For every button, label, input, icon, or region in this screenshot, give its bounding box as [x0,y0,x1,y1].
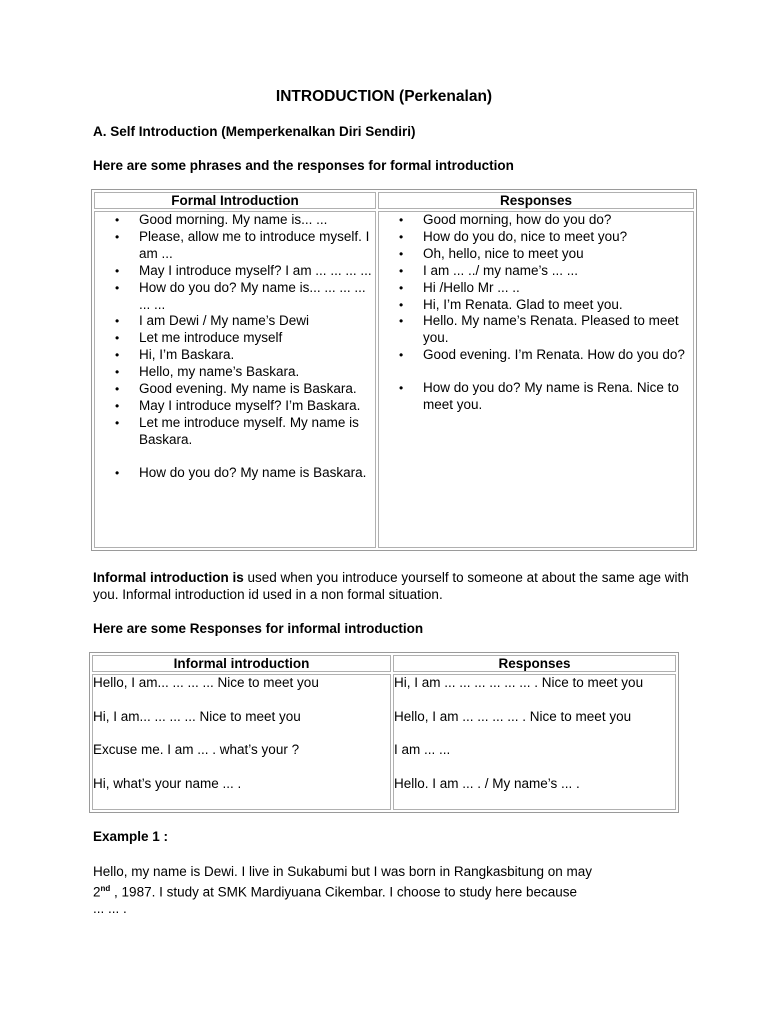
list-item: • I am ... ../ my name’s ... ... [423,263,693,280]
section-a-heading: A. Self Introduction (Memperkenalkan Diri Sendiri) [93,124,416,139]
informal-phrases-cell [92,674,391,810]
list-item: • How do you do, nice to meet you? [423,229,693,246]
informal-responses-cell [393,674,676,810]
list-item: • Hello, my name’s Baskara. [139,364,375,381]
informal-intro-paragraph [93,570,693,603]
example-line-3: ... ... . [93,900,127,916]
formal-table-header-right: Responses [378,192,694,209]
list-item: • Let me introduce myself. My name is Baskara. [139,415,375,449]
document-title: INTRODUCTION (Perkenalan) [275,88,493,105]
informal-table-header-left: Informal introduction [92,655,391,672]
informal-response: I am ... ... [394,742,451,758]
informal-table-header-right: Responses [393,655,676,672]
list-item: • Good morning, how do you do? [423,212,693,229]
informal-phrase: Hi, what’s your name ... . [93,775,242,791]
informal-phrase: Excuse me. I am ... . what’s your ? [93,742,300,758]
list-item: • I am Dewi / My name’s Dewi [139,313,375,330]
list-item: • Good evening. I’m Renata. How do you do? [423,347,693,364]
example-line-2-text: , 1987. I study at SMK Mardiyuana Cikembar. I choose to study here because [110,884,578,899]
informal-intro-lead: Informal introduction is [93,570,244,585]
informal-response: Hello. I am ... . / My name’s ... . [394,775,580,791]
list-item: • Hello. My name’s Renata. Pleased to meet you. [423,313,693,347]
list-item: • May I introduce myself? I’m Baskara. [139,398,375,415]
formal-table-header-left: Formal Introduction [94,192,376,209]
example-date-number: 2 [93,884,101,899]
list-item: • Please, allow me to introduce myself. I am ... [139,229,375,263]
formal-responses-list [379,212,693,414]
informal-response: Hi, I am ... ... ... ... ... ... . Nice to meet you [394,675,644,690]
formal-intro-heading: Here are some phrases and the responses for formal introduction [93,158,514,173]
list-item: • Oh, hello, nice to meet you [423,246,693,263]
list-item: • Good morning. My name is... ... [139,212,375,229]
example-date-suffix: nd [100,883,111,893]
list-item: • Good evening. My name is Baskara. [139,381,375,398]
list-item: • How do you do? My name is Baskara. [139,465,375,482]
list-item: • How do you do? My name is Rena. Nice to meet you. [423,380,693,414]
example-line-1: Hello, my name is Dewi. I live in Sukabumi but I was born in Rangkasbitung on may [93,864,592,879]
informal-phrase: Hello, I am... ... ... ... Nice to meet you [93,675,319,690]
informal-introduction-table [89,652,679,813]
list-item: • Let me introduce myself [139,330,375,347]
example-paragraph [93,864,713,917]
list-item: • Hi /Hello Mr ... .. [423,280,693,297]
informal-response: Hello, I am ... ... ... ... . Nice to meet you [394,708,632,724]
informal-phrase: Hi, I am... ... ... ... Nice to meet you [93,708,301,724]
list-item: • Hi, I’m Renata. Glad to meet you. [423,297,693,314]
formal-introduction-table [91,189,697,551]
list-item: • Hi, I’m Baskara. [139,347,375,364]
list-item: • May I introduce myself? I am ... ... ... ... [139,263,375,280]
informal-responses-heading: Here are some Responses for informal introduction [93,621,424,636]
informal-intro-text: used when you introduce yourself to someone at about the same age with you. Informal introduction id used in a non formal situation. [93,570,689,602]
list-item: • How do you do? My name is... ... ... ... ... ... [139,280,375,314]
formal-phrases-list [95,212,375,482]
formal-responses-cell [378,211,694,548]
example-heading: Example 1 : [93,829,169,844]
example-line-2 [93,881,713,901]
formal-phrases-cell [94,211,376,548]
